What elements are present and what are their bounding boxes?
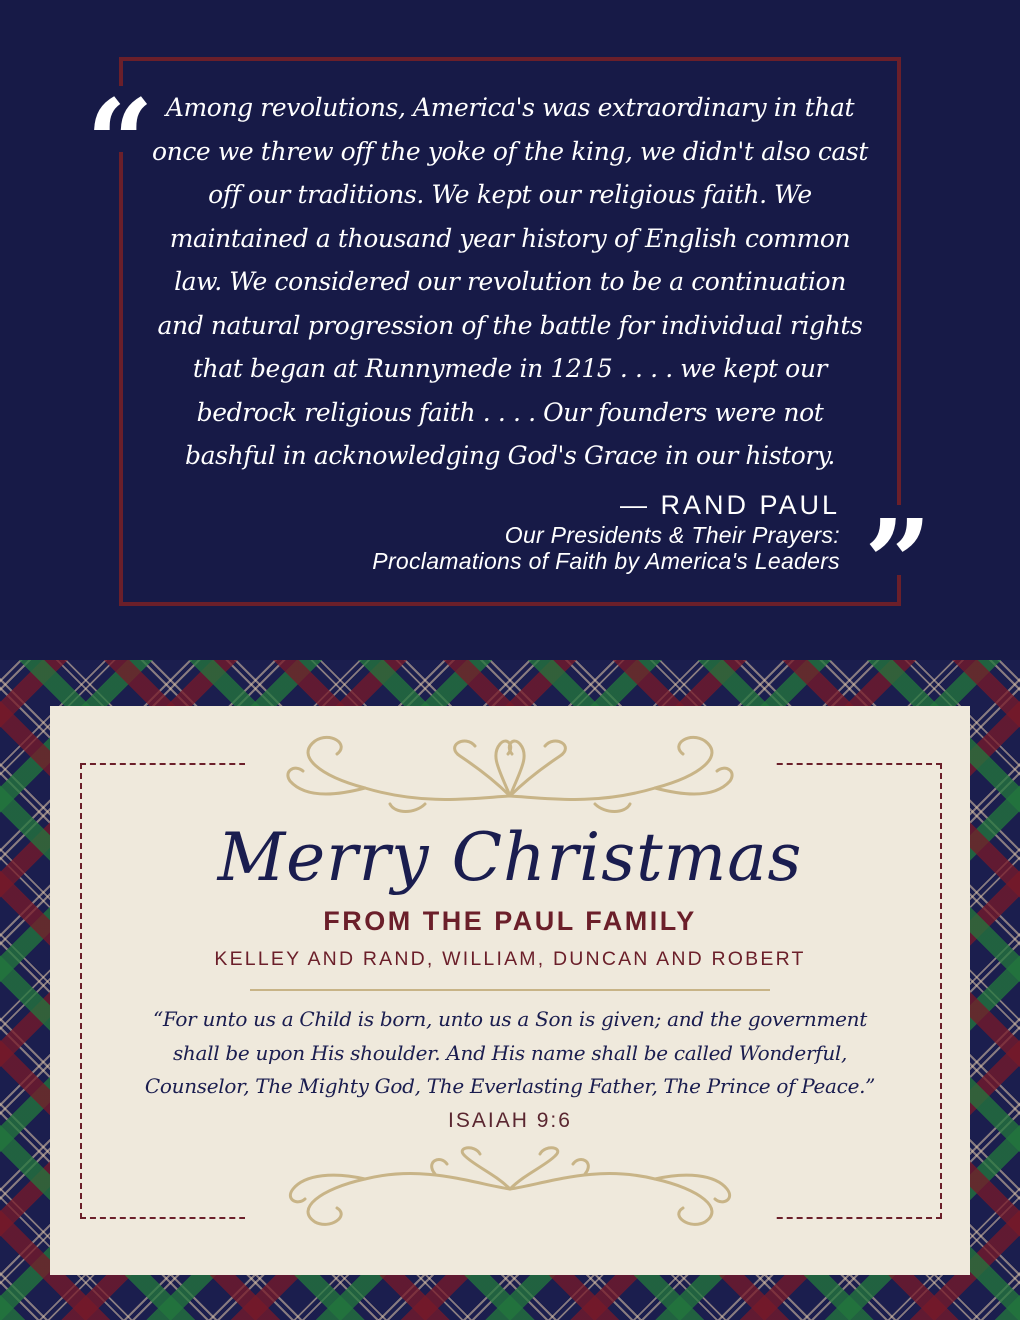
christmas-card bbox=[50, 706, 970, 1275]
divider bbox=[250, 989, 770, 991]
quote-text: Among revolutions, America's was extraordinary in that once we threw off the yoke of the king, we didn't also cast off our traditions. We kept our religious faith. We maintained a thousand year history of English common law. We considered our revolution to be a continuation and natural progression of the battle for individual rights that began at Runnymede in 1215 . . . . we kept our bedrock religious faith . . . . Our founders were not bashful in acknowledging God's Grace in our history. bbox=[151, 93, 869, 470]
open-quote-icon: “ bbox=[86, 73, 154, 212]
quote-author: — RAND PAUL bbox=[619, 490, 840, 520]
from-family-line: FROM THE PAUL FAMILY bbox=[323, 906, 697, 936]
scripture-verse: “For unto us a Child is born, unto us a Son is given; and the government shall be upon His shoulder. And His name shall be called Wonderful, Counselor, The Mighty God, The Everlasting Father, The Prince of Peace.” bbox=[144, 1007, 876, 1098]
scripture-reference: ISAIAH 9:6 bbox=[448, 1109, 572, 1132]
close-quote-icon: ” bbox=[864, 493, 932, 632]
greeting-title: Merry Christmas bbox=[217, 819, 803, 896]
quote-source-title: Our Presidents & Their Prayers: bbox=[504, 522, 840, 548]
flourish-bottom-icon bbox=[275, 1144, 745, 1234]
quote-source-subtitle: Proclamations of Faith by America's Leaders bbox=[372, 548, 840, 574]
quote-attribution bbox=[372, 488, 840, 574]
family-names: KELLEY AND RAND, WILLIAM, DUNCAN AND ROBERT bbox=[214, 948, 806, 970]
flourish-top-icon bbox=[275, 726, 745, 816]
